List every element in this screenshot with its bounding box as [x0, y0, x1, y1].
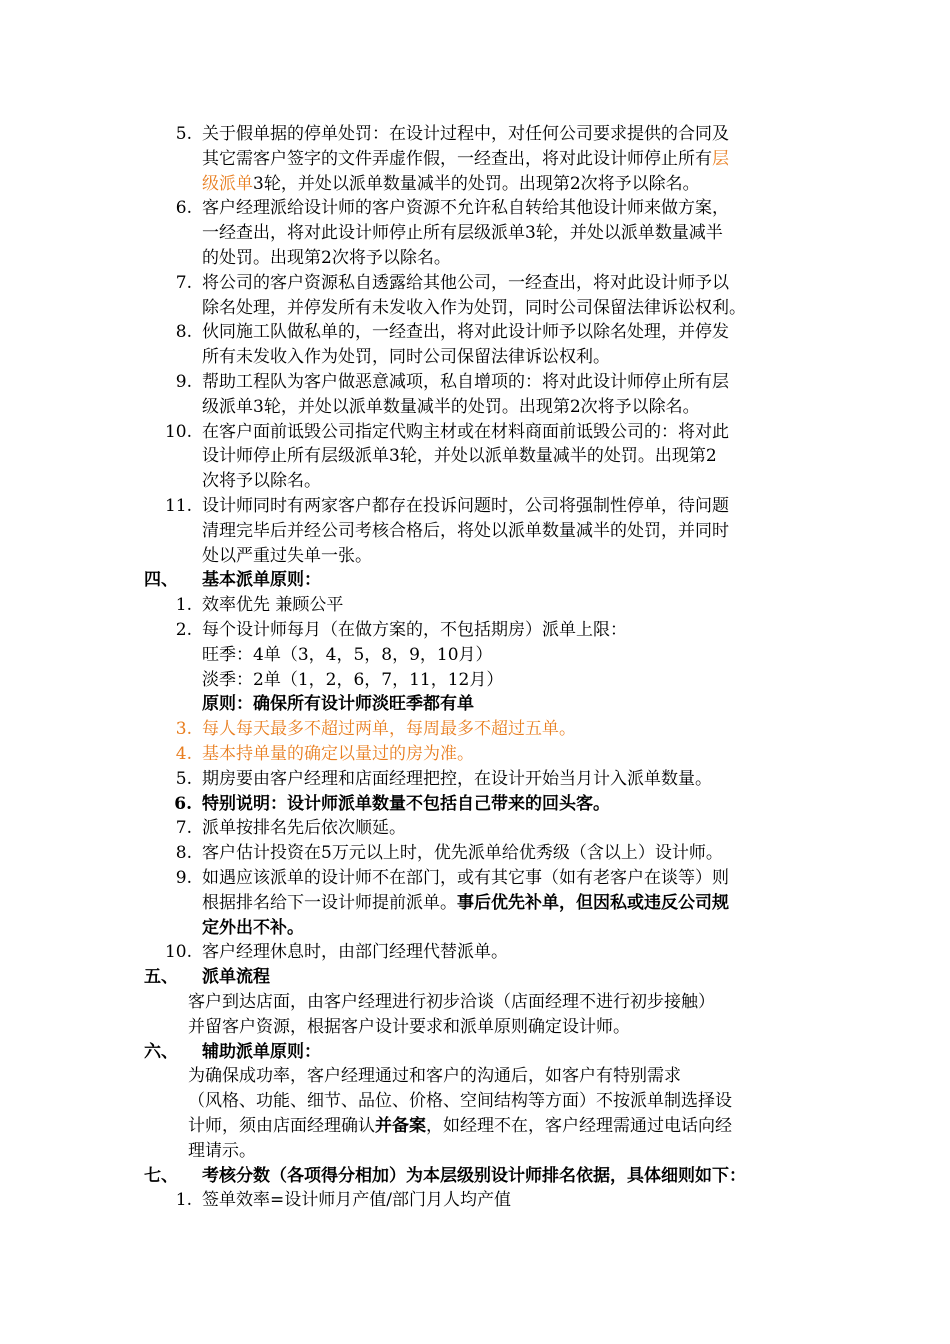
paragraph-line	[188, 992, 715, 1012]
text-run: 客户经理休息时，由部门经理代替派单。	[202, 942, 508, 963]
text-run: 派单按排名先后依次顺延。	[202, 818, 406, 839]
text-run: 其它需客户签字的文件弄虚作假，一经查出，将对此设计师停止所有	[202, 148, 712, 169]
section-number: 五、	[144, 967, 178, 988]
list-number: 8.	[175, 322, 192, 343]
list-item-line	[202, 223, 723, 243]
list-number: 5.	[175, 768, 192, 789]
list-number: 9.	[175, 868, 192, 888]
list-number: 4.	[175, 744, 192, 764]
text-run: 定外出不补。	[202, 917, 304, 938]
text-run: 客户估计投资在5万元以上时，优先派单给优秀级（含以上）设计师。	[202, 843, 723, 864]
text-run: ，如经理不在，客户经理需通过电话向经	[426, 1116, 732, 1136]
text-run: 处以严重过失单一张。	[202, 545, 372, 566]
section-title: 基本派单原则：	[202, 570, 321, 591]
text-run: 帮助工程队为客户做恶意减项，私自增项的：将对此设计师停止所有层	[202, 372, 729, 392]
text-run: （风格、功能、细节、品位、价格、空间结构等方面）不按派单制选择设	[188, 1091, 732, 1112]
text-run: 清理完毕后并经公司考核合格后，将处以派单数量减半的处罚，并同时	[202, 520, 729, 541]
section-number: 四、	[144, 570, 178, 591]
list-item-line	[202, 620, 627, 640]
list-item-line	[202, 694, 474, 714]
text-run: 效率优先 兼顾公平	[202, 595, 344, 616]
list-item-line	[202, 124, 729, 144]
section-title: 派单流程	[202, 967, 270, 988]
list-item-line	[202, 347, 610, 367]
text-run: 客户到达店面，由客户经理进行初步洽谈（店面经理不进行初步接触）	[188, 992, 715, 1012]
list-number: 2.	[175, 620, 192, 640]
list-item-line	[202, 868, 729, 888]
text-run: 原则：确保所有设计师淡旺季都有单	[202, 694, 474, 715]
section-number: 七、	[144, 1165, 178, 1186]
list-number: 5.	[175, 124, 192, 144]
paragraph-line	[188, 1141, 256, 1161]
list-item-line	[202, 1190, 511, 1210]
list-item-line	[202, 446, 717, 466]
text-run: 并备案	[375, 1116, 426, 1136]
list-item-line	[202, 248, 451, 268]
text-run: 理请示。	[188, 1140, 256, 1161]
text-run: 每个设计师每月（在做方案的，不包括期房）派单上限：	[202, 620, 627, 640]
list-number: 10.	[164, 942, 192, 963]
list-item-line	[202, 298, 746, 318]
list-item-line	[202, 397, 700, 417]
text-run: 旺季：4单（3，4，5，8，9，10月）	[202, 644, 493, 665]
text-run: 客户经理派给设计师的客户资源不允许私自转给其他设计师来做方案，	[202, 198, 729, 219]
text-run: 级派单	[202, 173, 253, 194]
text-run: 层	[712, 148, 729, 169]
list-item-line	[202, 273, 729, 293]
list-item-line	[202, 744, 474, 764]
list-item-line	[202, 546, 372, 566]
paragraph-line	[188, 1091, 732, 1111]
section-number: 六、	[144, 1041, 178, 1062]
list-item-line	[202, 149, 729, 169]
list-number: 1.	[175, 1190, 192, 1211]
list-item-line	[202, 174, 700, 194]
list-item-line	[202, 893, 729, 913]
list-item-line	[202, 645, 493, 665]
text-run: 淡季：2单（1，2，6，7，11，12月）	[202, 669, 504, 690]
text-run: 关于假单据的停单处罚：在设计过程中，对任何公司要求提供的合同及	[202, 124, 729, 144]
list-item-line	[202, 843, 723, 863]
text-run: 计师，须由店面经理确认	[188, 1116, 375, 1136]
list-number: 3.	[175, 719, 192, 740]
text-run: 3轮，并处以派单数量减半的处罚。出现第2次将予以除名。	[253, 173, 700, 194]
list-item-line	[202, 719, 576, 739]
text-run: 的处罚。出现第2次将予以除名。	[202, 248, 451, 268]
section-title: 辅助派单原则：	[202, 1041, 321, 1062]
text-run: 设计师同时有两家客户都存在投诉问题时，公司将强制性停单，待问题	[202, 496, 729, 516]
text-run: 如遇应该派单的设计师不在部门，或有其它事（如有老客户在谈等）则	[202, 868, 729, 888]
text-run: 次将予以除名。	[202, 471, 321, 492]
list-item-line	[202, 942, 508, 962]
section-title: 考核分数（各项得分相加）为本层级别设计师排名依据，具体细则如下：	[202, 1165, 746, 1186]
paragraph-line	[188, 1116, 732, 1136]
list-item-line	[202, 918, 304, 938]
list-item-line	[202, 794, 610, 814]
text-run: 所有未发收入作为处罚，同时公司保留法律诉讼权利。	[202, 347, 610, 368]
list-number: 1.	[175, 595, 192, 616]
text-run: 根据排名给下一设计师提前派单。	[202, 892, 457, 913]
list-number: 7.	[175, 818, 192, 839]
list-item-line	[202, 818, 406, 838]
list-item-line	[202, 198, 729, 218]
paragraph-line	[188, 1017, 630, 1037]
text-run: 期房要由客户经理和店面经理把控，在设计开始当月计入派单数量。	[202, 768, 712, 789]
list-item-line	[202, 471, 321, 491]
text-run: 设计师停止所有层级派单3轮，并处以派单数量减半的处罚。出现第2	[202, 446, 717, 467]
paragraph-line	[188, 1066, 681, 1086]
text-run: 在客户面前诋毁公司指定代购主材或在材料商面前诋毁公司的：将对此	[202, 421, 729, 442]
text-run: 一经查出，将对此设计师停止所有层级派单3轮，并处以派单数量减半	[202, 223, 723, 244]
text-run: 伙同施工队做私单的，一经查出，将对此设计师予以除名处理，并停发	[202, 322, 729, 343]
list-item-line	[202, 496, 729, 516]
list-item-line	[202, 521, 729, 541]
text-run: 除名处理，并停发所有未发收入作为处罚，同时公司保留法律诉讼权利。	[202, 297, 746, 318]
list-item-line	[202, 769, 712, 789]
list-item-line	[202, 670, 503, 690]
list-number: 7.	[175, 272, 192, 293]
list-item-line	[202, 422, 729, 442]
text-run: 签单效率=设计师月产值/部门月人均产值	[202, 1190, 511, 1211]
text-run: 级派单3轮，并处以派单数量减半的处罚。出现第2次将予以除名。	[202, 396, 700, 417]
text-run: 为确保成功率，客户经理通过和客户的沟通后，如客户有特别需求	[188, 1066, 681, 1087]
text-run: 事后优先补单，但因私或违反公司规	[457, 892, 729, 913]
list-number: 10.	[164, 421, 192, 442]
list-number: 11.	[164, 496, 192, 516]
list-number: 8.	[175, 843, 192, 864]
list-item-line	[202, 595, 343, 615]
list-number: 6.	[174, 793, 192, 814]
text-run: 基本持单量的确定以量过的房为准。	[202, 744, 474, 764]
text-run: 将公司的客户资源私自透露给其他公司，一经查出，将对此设计师予以	[202, 272, 729, 293]
text-run: 并留客户资源，根据客户设计要求和派单原则确定设计师。	[188, 1016, 630, 1037]
list-number: 6.	[175, 198, 192, 219]
text-run: 特别说明：设计师派单数量不包括自己带来的回头客。	[202, 793, 610, 814]
text-run: 每人每天最多不超过两单，每周最多不超过五单。	[202, 719, 576, 740]
list-number: 9.	[175, 372, 192, 392]
list-item-line	[202, 372, 729, 392]
list-item-line	[202, 322, 729, 342]
